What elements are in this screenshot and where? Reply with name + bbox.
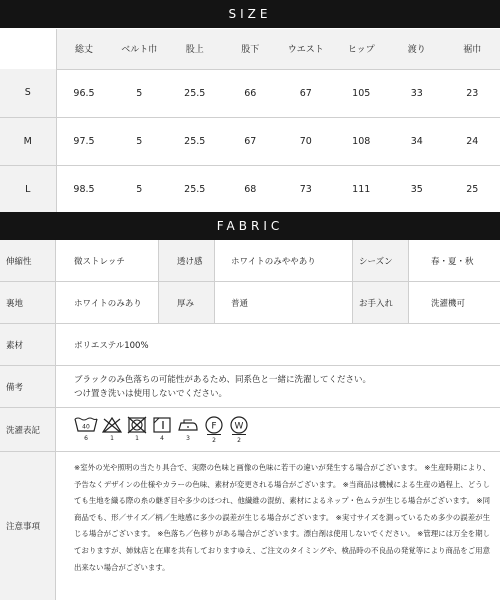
- table-cell: 73: [278, 165, 334, 213]
- table-cell: 35: [389, 165, 445, 213]
- column-header: 裾巾: [445, 29, 500, 69]
- table-cell: 67: [278, 69, 334, 117]
- table-cell: 105: [334, 69, 390, 117]
- table-cell: 34: [389, 117, 445, 165]
- size-label: M: [0, 117, 56, 165]
- wash-icons: [56, 408, 250, 451]
- wash-label: 洗濯表記: [0, 408, 56, 451]
- table-cell: 111: [334, 165, 390, 213]
- wash-icon-number: 2: [237, 437, 241, 444]
- dry-clean-f-icon: [203, 416, 225, 444]
- column-header: 渡り: [389, 29, 445, 69]
- table-cell: 108: [334, 117, 390, 165]
- iron-low-icon: [176, 416, 200, 442]
- table-cell: 25.5: [167, 165, 223, 213]
- column-header: ベルト巾: [112, 29, 168, 69]
- table-cell: 5: [112, 69, 168, 117]
- column-header: ウエスト: [278, 29, 334, 69]
- season-label: シーズン: [352, 240, 408, 281]
- material-label: 素材: [0, 324, 56, 365]
- notes-label: 注意事項: [0, 452, 56, 600]
- table-cell: 5: [112, 117, 168, 165]
- column-header: 股下: [223, 29, 279, 69]
- table-cell: 25.5: [167, 69, 223, 117]
- column-header: 股上: [167, 29, 223, 69]
- wet-clean-w-icon: [228, 416, 250, 444]
- thickness-label: 厚み: [158, 282, 214, 323]
- table-cell: 23: [445, 69, 500, 117]
- wash-temp-text: 40: [82, 423, 90, 431]
- care-value: 洗濯機可: [408, 282, 500, 323]
- size-header-text: SIZE: [228, 7, 272, 21]
- sheer-label: 透け感: [158, 240, 214, 281]
- column-header: ヒップ: [334, 29, 390, 69]
- fabric-row-notes: [0, 452, 500, 600]
- remarks-line-2: つけ置き洗いは使用しないでください。: [74, 388, 228, 399]
- table-cell: 97.5: [56, 117, 112, 165]
- thickness-value: 普通: [214, 282, 352, 323]
- line-dry-icon: [151, 416, 173, 442]
- table-row: [0, 117, 500, 165]
- stretch-value: 微ストレッチ: [74, 256, 125, 267]
- fabric-row-material: [0, 324, 500, 366]
- stretch-label: 伸縮性: [0, 240, 56, 281]
- table-cell: 25.5: [167, 117, 223, 165]
- size-table: [0, 29, 500, 214]
- no-bleach-icon: [101, 416, 123, 442]
- notes-text: ※室外の光や照明の当たり具合で、実際の色味と画像の色味に若干の違いが発生する場合がございます。 ※生産時期により、予告なくデザインの仕様やカラーの色味、素材が変更される場合がございます。 ※当商品は機械による生産の過程上、どうしても生地を織る際の糸の継ぎ目や多少のほつれ、他繊維の混紡、素材によるネップ・色ムラが生じる場合がございます。 ※同商品でも、形／サイズ／柄／生地感に多少の誤差が生じる場合がございます。 ※実寸サイズを測っているため多少の誤差が生じる場合がございます。 ※色落ち／色移りがある場合がございます。漂白剤は使用しないでください。 ※管理には万全を期しておりますが、姉妹店と在庫を共有しておりますゆえ、ご注文のタイミングや、検品時の不良品の発覚等により商品をご用意出来ない場合がございます。: [74, 463, 490, 572]
- material-value: ポリエステル100%: [74, 340, 149, 351]
- table-cell: 25: [445, 165, 500, 213]
- dry-clean-letter: F: [211, 421, 217, 432]
- table-cell: 98.5: [56, 165, 112, 213]
- wash-40-icon: [74, 416, 98, 442]
- size-label: L: [0, 165, 56, 213]
- table-cell: 70: [278, 117, 334, 165]
- size-table-header-row: [0, 29, 500, 69]
- wash-icon-number: 1: [135, 435, 139, 442]
- table-cell: 96.5: [56, 69, 112, 117]
- size-label: S: [0, 69, 56, 117]
- remarks-line-1: ブラックのみ色落ちの可能性があるため、同系色と一緒に洗濯してください。: [74, 374, 371, 385]
- table-cell: 67: [223, 117, 279, 165]
- table-row: [0, 69, 500, 117]
- wash-icon-number: 6: [84, 435, 88, 442]
- table-row: [0, 165, 500, 213]
- table-cell: 68: [223, 165, 279, 213]
- wet-clean-letter: W: [234, 421, 244, 432]
- size-table-corner: [0, 29, 56, 69]
- table-cell: 33: [389, 69, 445, 117]
- lining-label: 裏地: [0, 282, 56, 323]
- wash-icon-number: 4: [160, 435, 164, 442]
- no-tumble-dry-icon: [126, 416, 148, 442]
- table-cell: 66: [223, 69, 279, 117]
- sheer-value: ホワイトのみややあり: [214, 240, 352, 281]
- fabric-section-header: [0, 212, 500, 240]
- wash-icon-number: 3: [186, 435, 190, 442]
- remarks-label: 備考: [0, 366, 56, 407]
- table-cell: 24: [445, 117, 500, 165]
- fabric-row-wash: [0, 408, 500, 452]
- fabric-row-lining: [0, 282, 500, 324]
- fabric-row-remarks: [0, 366, 500, 408]
- fabric-header-text: FABRIC: [216, 219, 284, 233]
- fabric-row-stretch: [0, 240, 500, 282]
- lining-value: ホワイトのみあり: [74, 298, 142, 309]
- wash-icon-number: 1: [110, 435, 114, 442]
- care-label: お手入れ: [352, 282, 408, 323]
- size-section-header: [0, 0, 500, 28]
- table-cell: 5: [112, 165, 168, 213]
- wash-icon-number: 2: [212, 437, 216, 444]
- season-value: 春・夏・秋: [408, 240, 500, 281]
- column-header: 総丈: [56, 29, 112, 69]
